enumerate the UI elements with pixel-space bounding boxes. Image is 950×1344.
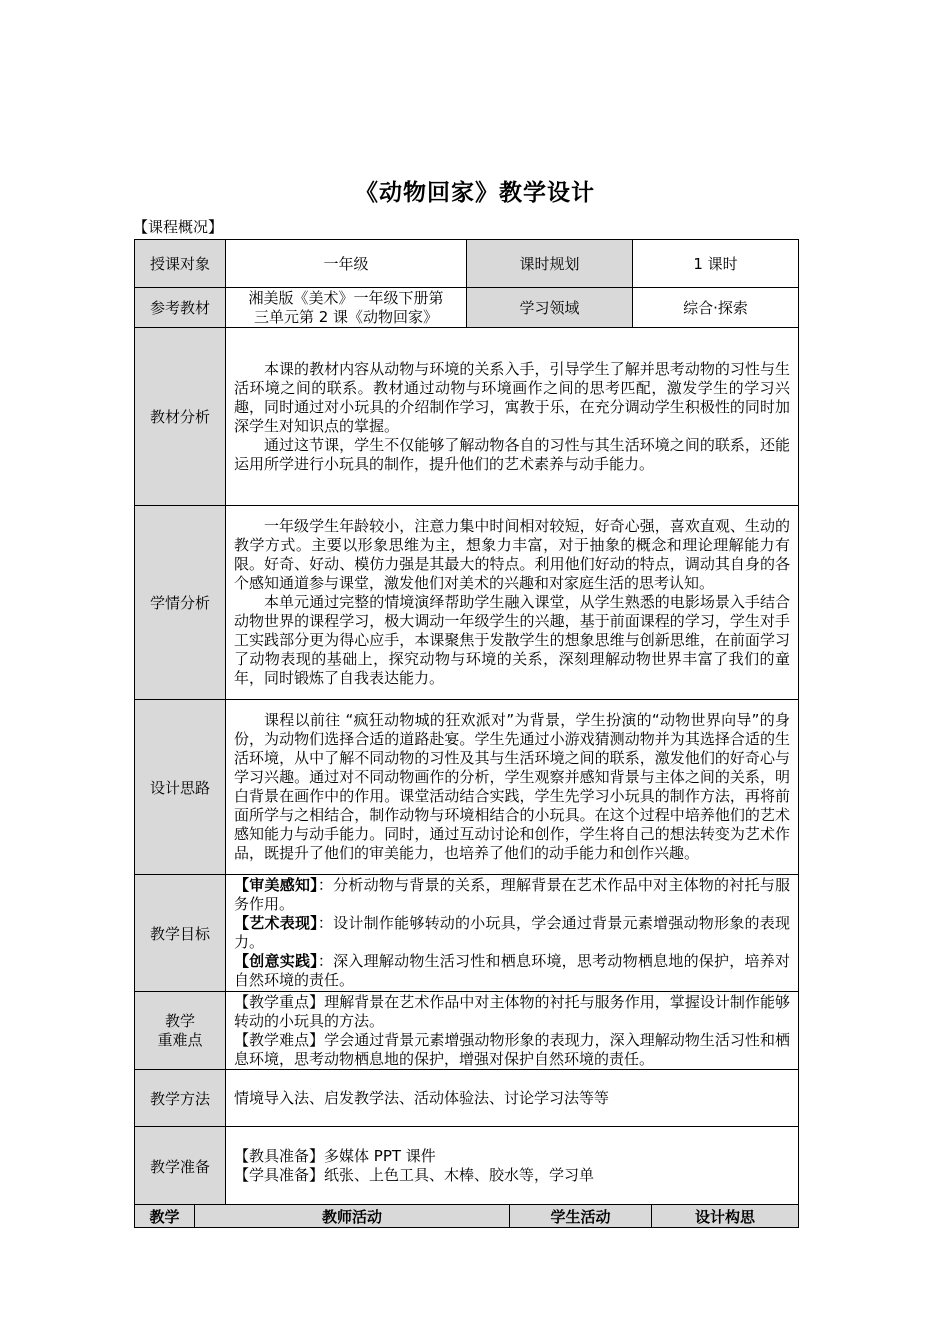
label-design: 设计思路: [135, 700, 226, 875]
label-material: 教材分析: [135, 328, 226, 506]
header-design-idea: 设计构思: [652, 1205, 799, 1228]
goal-expression-text: ：设计制作能够转动的小玩具，学会通过背景元素增强动物形象的表现力。: [234, 914, 790, 951]
goal-aesthetic-text: ：分析动物与背景的关系，理解背景在艺术作品中对主体物的衬托与服务作用。: [234, 876, 790, 913]
process-header-table: [134, 1204, 799, 1228]
teaching-goals: [226, 875, 799, 992]
header-student-activity: 学生活动: [510, 1205, 652, 1228]
label-audience: 授课对象: [135, 240, 226, 288]
goal-expression: [234, 914, 790, 952]
design-thinking: [226, 700, 799, 875]
header-teacher-activity: 教师活动: [195, 1205, 510, 1228]
row-audience: [135, 240, 799, 288]
goal-aesthetic: [234, 876, 790, 914]
textbook-line-1: 湘美版《美术》一年级下册第: [248, 288, 444, 307]
page-title: 《动物回家》教学设计: [355, 180, 595, 206]
row-textbook: [135, 288, 799, 328]
difficult-point: 【教学难点】学会通过背景元素增强动物形象的表现力，深入理解动物生活习性和栖息环境，思考动物栖息地的保护，增强对保护自然环境的责任。: [234, 1030, 790, 1068]
learner-paragraph-1: 一年级学生年龄较小，注意力集中时间相对较短，好奇心强，喜欢直观、生动的教学方式。主要以形象思维为主，想象力丰富，对于抽象的概念和理论理解能力有限。好奇、好动、模仿力强是其最大的特点。利用他们好动的特点，调动其自身的各个感知通道参与课堂，激发他们对美术的兴趣和对家庭生活的思考认知。: [234, 517, 790, 592]
row-keypoints: [135, 992, 799, 1070]
material-paragraph-2: 通过这节课，学生不仅能够了解动物各自的习性与其生活环境之间的联系，还能运用所学进行小玩具的制作，提升他们的艺术素养与动手能力。: [234, 435, 790, 473]
goal-practice: [234, 952, 790, 990]
row-methods: [135, 1070, 799, 1127]
label-learner: 学情分析: [135, 506, 226, 700]
learner-analysis: [226, 506, 799, 700]
label-prep: 教学准备: [135, 1127, 226, 1206]
row-prep: [135, 1127, 799, 1206]
goal-expression-title: 【艺术表现】: [234, 914, 318, 932]
prep-student: 【学具准备】纸张、上色工具、木棒、胶水等，学习单: [234, 1166, 595, 1184]
label-textbook: 参考教材: [135, 288, 226, 328]
label-domain: 学习领域: [467, 288, 633, 328]
teaching-prep: [226, 1127, 799, 1206]
row-learner: [135, 506, 799, 700]
keypoints-label-line-2: 重难点: [157, 1030, 203, 1049]
row-material: [135, 328, 799, 506]
teaching-methods: 情境导入法、启发教学法、活动体验法、讨论学习法等等: [226, 1070, 799, 1127]
process-header-row: [135, 1205, 799, 1228]
label-keypoints: [135, 992, 226, 1070]
goal-practice-title: 【创意实践】: [234, 952, 318, 970]
row-goals: [135, 875, 799, 992]
goal-aesthetic-title: 【审美感知】: [234, 876, 318, 894]
value-domain: 综合·探索: [633, 288, 799, 328]
key-difficult-points: [226, 992, 799, 1070]
learner-paragraph-2: 本单元通过完整的情境演绎帮助学生融入课堂，从学生熟悉的电影场景入手结合动物世界的课程学习，极大调动一年级学生的兴趣，基于前面课程的学习，学生对手工实践部分更为得心应手，本课聚焦于发散学生的想象思维与创新思维，在前面学习了动物表现的基础上，探究动物与环境的关系，深刻理解动物世界丰富了我们的童年，同时锻炼了自我表达能力。: [234, 593, 790, 687]
goal-practice-text: ：深入理解动物生活习性和栖息环境，思考动物栖息地的保护，培养对自然环境的责任。: [234, 952, 790, 989]
prep-teacher: 【教具准备】多媒体 PPT 课件: [234, 1147, 436, 1165]
label-hours: 课时规划: [467, 240, 633, 288]
material-paragraph-1: 本课的教材内容从动物与环境的关系入手，引导学生了解并思考动物的习性与生活环境之间的联系。教材通过动物与环境画作之间的思考匹配，激发学生的学习兴趣，同时通过对小玩具的介绍制作学习，寓教于乐，在充分调动学生积极性的同时加深学生对知识点的掌握。: [234, 359, 790, 435]
row-design: [135, 700, 799, 875]
keypoints-label-line-1: 教学: [164, 1011, 195, 1030]
label-methods: 教学方法: [135, 1070, 226, 1127]
design-paragraph: 课程以前往 “疯狂动物城的狂欢派对”为背景，学生扮演的“动物世界向导”的身份，为动物们选择合适的道路赴宴。学生先通过小游戏猜测动物并为其选择合适的生活环境，从中了解不同动物的习性及其与生活环境之间的联系，激发他们的好奇心与学习兴趣。通过对不同动物画作的分析，学生观察并感知背景与主体之间的关系，明白背景在画作中的作用。课堂活动结合实践，学生先学习小玩具的制作方法，再将前面所学与之相结合，制作动物与环境相结合的小玩具。在这个过程中培养他们的艺术感知能力与动手能力。同时，通过互动讨论和创作，学生将自己的想法转变为艺术作品，既提升了他们的审美能力，也培养了他们的动手能力和创作兴趣。: [234, 711, 790, 862]
textbook-line-2: 三单元第 2 课《动物回家》: [253, 307, 439, 326]
value-audience: 一年级: [226, 240, 467, 288]
value-textbook: [226, 288, 467, 328]
course-overview-table: [134, 239, 799, 1206]
value-hours: 1 课时: [633, 240, 799, 288]
header-stage: 教学: [135, 1205, 195, 1228]
label-goals: 教学目标: [135, 875, 226, 992]
section-label: 【课程概况】: [133, 218, 224, 236]
key-point: 【教学重点】理解背景在艺术作品中对主体物的衬托与服务作用，掌握设计制作能够转动的小玩具的方法。: [234, 992, 790, 1030]
material-analysis: [226, 328, 799, 506]
